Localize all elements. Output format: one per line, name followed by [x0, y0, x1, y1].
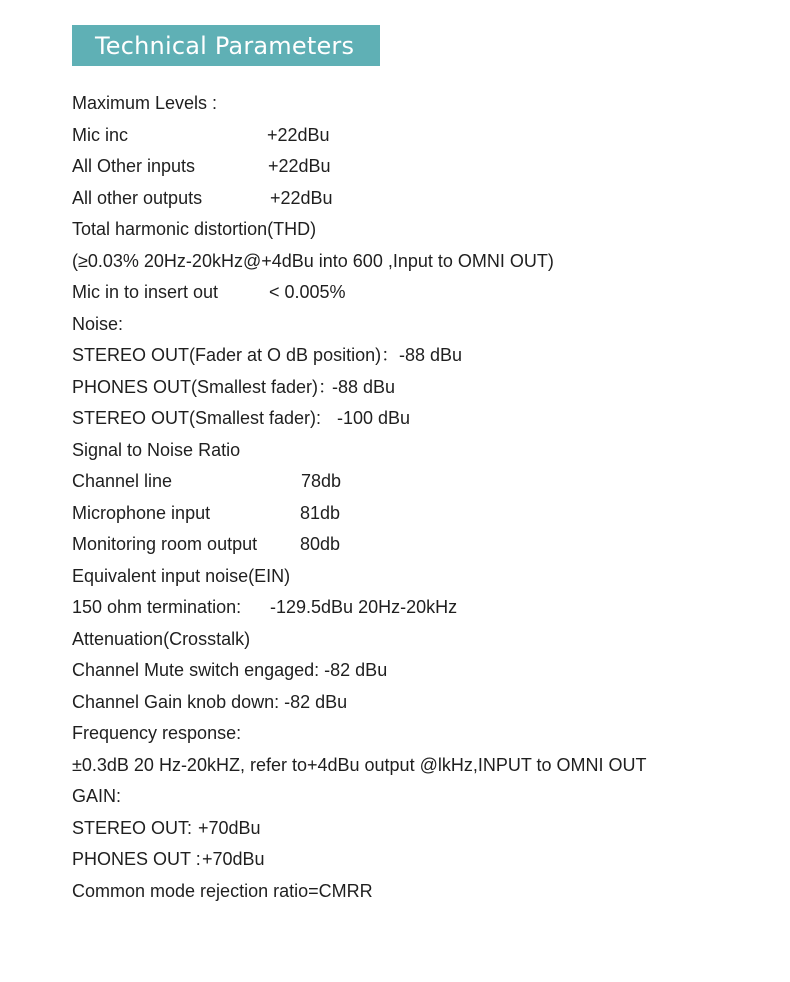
stereo-out-fader-value: -88 dBu — [399, 345, 463, 365]
spec-row-ohm-termination — [72, 592, 772, 624]
attenuation-heading — [72, 624, 772, 656]
stereo-out-gain-label: STEREO OUT: — [72, 817, 193, 838]
snr-heading-text: Signal to Noise Ratio — [72, 439, 241, 460]
cmrr-text: Common mode rejection ratio=CMRR — [72, 880, 373, 901]
thd-heading-text: Total harmonic distortion(THD) — [72, 219, 317, 239]
header-banner — [72, 25, 380, 66]
spec-row-mic-insert — [72, 277, 772, 309]
microphone-input-label: Microphone input — [72, 502, 211, 523]
phones-out-gain-value: +70dBu — [202, 849, 265, 869]
attenuation-heading-text: Attenuation(Crosstalk) — [72, 628, 251, 649]
mic-insert-label: Mic in to insert out — [72, 282, 219, 302]
phones-out-gain-label: PHONES OUT : — [72, 849, 201, 869]
spec-row-stereo-out-smallest — [72, 403, 772, 435]
freq-response-detail-text: ±0.3dB 20 Hz-20kHZ, refer to+4dBu output @lkHz,INPUT to OMNI OUT — [72, 754, 647, 775]
mic-inc-label: Mic inc — [72, 124, 129, 145]
ein-heading-text: Equivalent input noise(EIN) — [72, 565, 291, 586]
monitoring-room-value: 80db — [300, 534, 341, 554]
mic-inc-value: +22dBu — [267, 124, 330, 145]
all-other-outputs-label: All other outputs — [72, 187, 203, 208]
microphone-input-value: 81db — [300, 502, 341, 523]
mic-insert-value: < 0.005% — [269, 282, 346, 302]
stereo-out-smallest-value: -100 dBu — [337, 408, 411, 428]
ohm-termination-value: -129.5dBu 20Hz-20kHz — [270, 597, 458, 617]
gain-heading — [72, 781, 772, 813]
spec-row-microphone-input — [72, 498, 772, 530]
freq-response-detail — [72, 750, 772, 782]
snr-heading — [72, 435, 772, 467]
mute-switch-text: Channel Mute switch engaged: -82 dBu — [72, 660, 388, 680]
all-other-outputs-value: +22dBu — [270, 187, 333, 208]
spec-row-all-other-inputs — [72, 151, 772, 183]
noise-heading-text: Noise: — [72, 313, 124, 334]
spec-row-mic-inc — [72, 120, 772, 152]
thd-condition — [72, 246, 772, 278]
spec-row-stereo-out-fader — [72, 340, 772, 372]
stereo-out-smallest-label: STEREO OUT(Smallest fader): — [72, 408, 322, 428]
spec-list — [72, 88, 772, 907]
all-other-inputs-label: All Other inputs — [72, 156, 196, 176]
phones-out-smallest-value: -88 dBu — [332, 376, 396, 397]
cmrr-line — [72, 876, 772, 908]
gain-heading-text: GAIN: — [72, 786, 122, 806]
freq-response-heading — [72, 718, 772, 750]
gain-knob-line — [72, 687, 772, 719]
spec-row-phones-out-gain — [72, 844, 772, 876]
spec-row-phones-out-smallest — [72, 372, 772, 404]
max-levels-heading — [72, 88, 772, 120]
spec-row-monitoring-room — [72, 529, 772, 561]
page-title: Technical Parameters — [95, 31, 355, 60]
thd-condition-text: (≥0.03% 20Hz-20kHz@+4dBu into 600 ,Input to OMNI OUT) — [72, 250, 554, 271]
noise-heading — [72, 309, 772, 341]
ein-heading — [72, 561, 772, 593]
all-other-inputs-value: +22dBu — [268, 156, 331, 176]
stereo-out-fader-label: STEREO OUT(Fader at O dB position)： — [72, 345, 400, 365]
max-levels-heading-text: Maximum Levels : — [72, 93, 218, 113]
spec-row-stereo-out-gain — [72, 813, 772, 845]
channel-line-value: 78db — [301, 471, 342, 491]
gain-knob-text: Channel Gain knob down: -82 dBu — [72, 691, 348, 712]
phones-out-smallest-label: PHONES OUT(Smallest fader)： — [72, 376, 337, 397]
channel-line-label: Channel line — [72, 471, 173, 491]
mute-switch-line — [72, 655, 772, 687]
spec-row-all-other-outputs — [72, 183, 772, 215]
thd-heading — [72, 214, 772, 246]
monitoring-room-label: Monitoring room output — [72, 534, 258, 554]
freq-response-heading-text: Frequency response: — [72, 723, 242, 743]
spec-row-channel-line — [72, 466, 772, 498]
stereo-out-gain-value: +70dBu — [198, 817, 261, 838]
ohm-termination-label: 150 ohm termination: — [72, 597, 242, 617]
